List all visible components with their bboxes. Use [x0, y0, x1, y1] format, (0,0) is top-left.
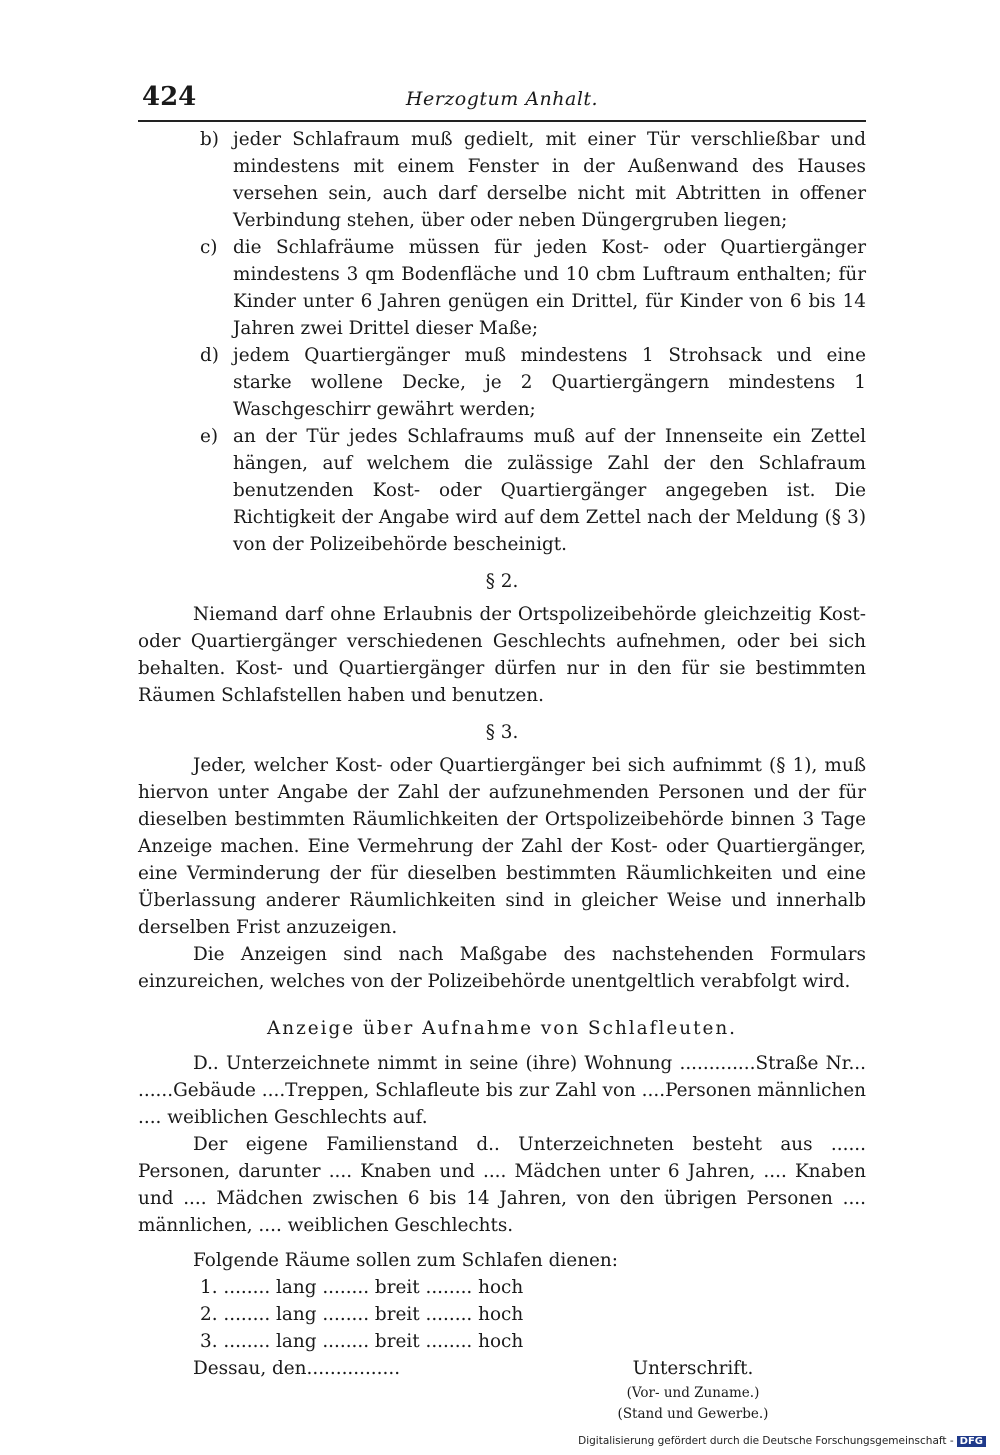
list-item — [138, 126, 866, 234]
signature-line: (Vor- und Zuname.) — [626, 1385, 760, 1401]
section-3-paragraph: Jeder, welcher Kost- oder Quartiergänger bei sich aufnimmt (§ 1), muß hiervon unter Angabe der Zahl der aufzunehmenden Personen und der für dieselben bestimmten Räumlichkeiten der Ortspolizeibehörde binnen 3 Tage Anzeige machen. Eine Vermehrung der Zahl der Kost- oder Quartiergänger, eine Verminderung der für dieselben bestimmten Räumlichkeiten und eine Überlassung anderer Räumlichkeiten sind in gleicher Weise und innerhalb derselben Frist anzuzeigen. — [138, 755, 866, 938]
digitization-footer — [578, 1435, 986, 1447]
dfg-logo: DFG — [957, 1436, 986, 1447]
list-marker: d) — [200, 345, 219, 366]
header-rule — [138, 120, 866, 122]
form-paragraph: Der eigene Familienstand d.. Unterzeichneten besteht aus ...... Personen, darunter .... Knaben und .... Mädchen unter 6 Jahren, .... Knaben und .... Mädchen zwischen 6 bis 14 Jahren, von den übrigen Personen .... männlichen, .... weiblichen Geschlechts. — [138, 1134, 866, 1236]
footer-text: Digitalisierung gefördert durch die Deutsche Forschungsgemeinschaft - — [578, 1435, 954, 1447]
place-date: Dessau, den................ — [193, 1358, 401, 1379]
room-row: 2. ........ lang ........ breit ........ hoch — [200, 1304, 524, 1325]
list-marker: c) — [200, 237, 218, 258]
provision-list — [138, 126, 866, 558]
signature-line: (Stand und Gewerbe.) — [617, 1406, 769, 1422]
form-title: Anzeige über Aufnahme von Schlafleuten. — [266, 1018, 738, 1039]
list-item — [138, 423, 866, 558]
list-item-text: an der Tür jedes Schlafraums muß auf der Innenseite ein Zettel hängen, auf welchem die zulässige Zahl der den Schlafraum benutzenden Kost- oder Quartiergänger angegeben ist. Die Richtigkeit der Angabe wird auf dem Zettel nach der Meldung (§ 3) von der Polizeibehörde bescheinigt. — [233, 426, 866, 555]
section-2-text: Niemand darf ohne Erlaubnis der Ortspolizeibehörde gleichzeitig Kost- oder Quartiergänger verschiedenen Geschlechts aufnehmen, oder bei sich behalten. Kost- und Quartiergänger dürfen nur in den für sie bestimmten Räumen Schlafstellen haben und benutzen. — [138, 604, 866, 706]
list-marker: b) — [200, 129, 219, 150]
form-paragraph: D.. Unterzeichnete nimmt in seine (ihre) Wohnung .............Straße Nr... ......Gebäude ....Treppen, Schlafleute bis zur Zahl von ....Personen männlichen .... weiblichen Geschlechts auf. — [138, 1053, 866, 1128]
signature-names — [608, 1383, 778, 1425]
room-row: 3. ........ lang ........ breit ........ hoch — [200, 1331, 524, 1352]
page-number: 424 — [142, 82, 197, 112]
list-item — [138, 342, 866, 423]
signature-label: Unterschrift. — [632, 1358, 754, 1379]
list-item-text: jeder Schlafraum muß gedielt, mit einer Tür verschließbar und mindestens mit einem Fenster in der Außenwand des Hauses versehen sein, auch darf derselbe nicht mit Abtritten in offener Verbindung stehen, über oder neben Düngergruben liegen; — [233, 129, 866, 231]
list-marker: e) — [200, 426, 219, 447]
room-row: 1. ........ lang ........ breit ........ hoch — [200, 1277, 524, 1298]
page-content — [138, 126, 866, 1455]
page-header — [138, 78, 866, 118]
list-item-text: die Schlafräume müssen für jeden Kost- oder Quartiergänger mindestens 3 qm Bodenfläche und 10 cbm Luftraum enthalten; für Kinder unter 6 Jahren genügen ein Drittel, für Kinder von 6 bis 14 Jahren zwei Drittel dieser Maße; — [233, 237, 866, 339]
list-item — [138, 234, 866, 342]
section-heading-3: § 3. — [485, 722, 519, 743]
section-3-paragraph: Die Anzeigen sind nach Maßgabe des nachstehenden Formulars einzureichen, welches von der Polizeibehörde unentgeltlich verabfolgt wird. — [138, 944, 866, 992]
list-item-text: jedem Quartiergänger muß mindestens 1 Strohsack und eine starke wollene Decke, je 2 Quartiergängern mindestens 1 Waschgeschirr gewährt werden; — [233, 345, 866, 420]
rooms-intro: Folgende Räume sollen zum Schlafen dienen: — [193, 1250, 618, 1271]
running-title: Herzogtum Anhalt. — [405, 88, 599, 110]
section-heading-2: § 2. — [485, 571, 519, 592]
